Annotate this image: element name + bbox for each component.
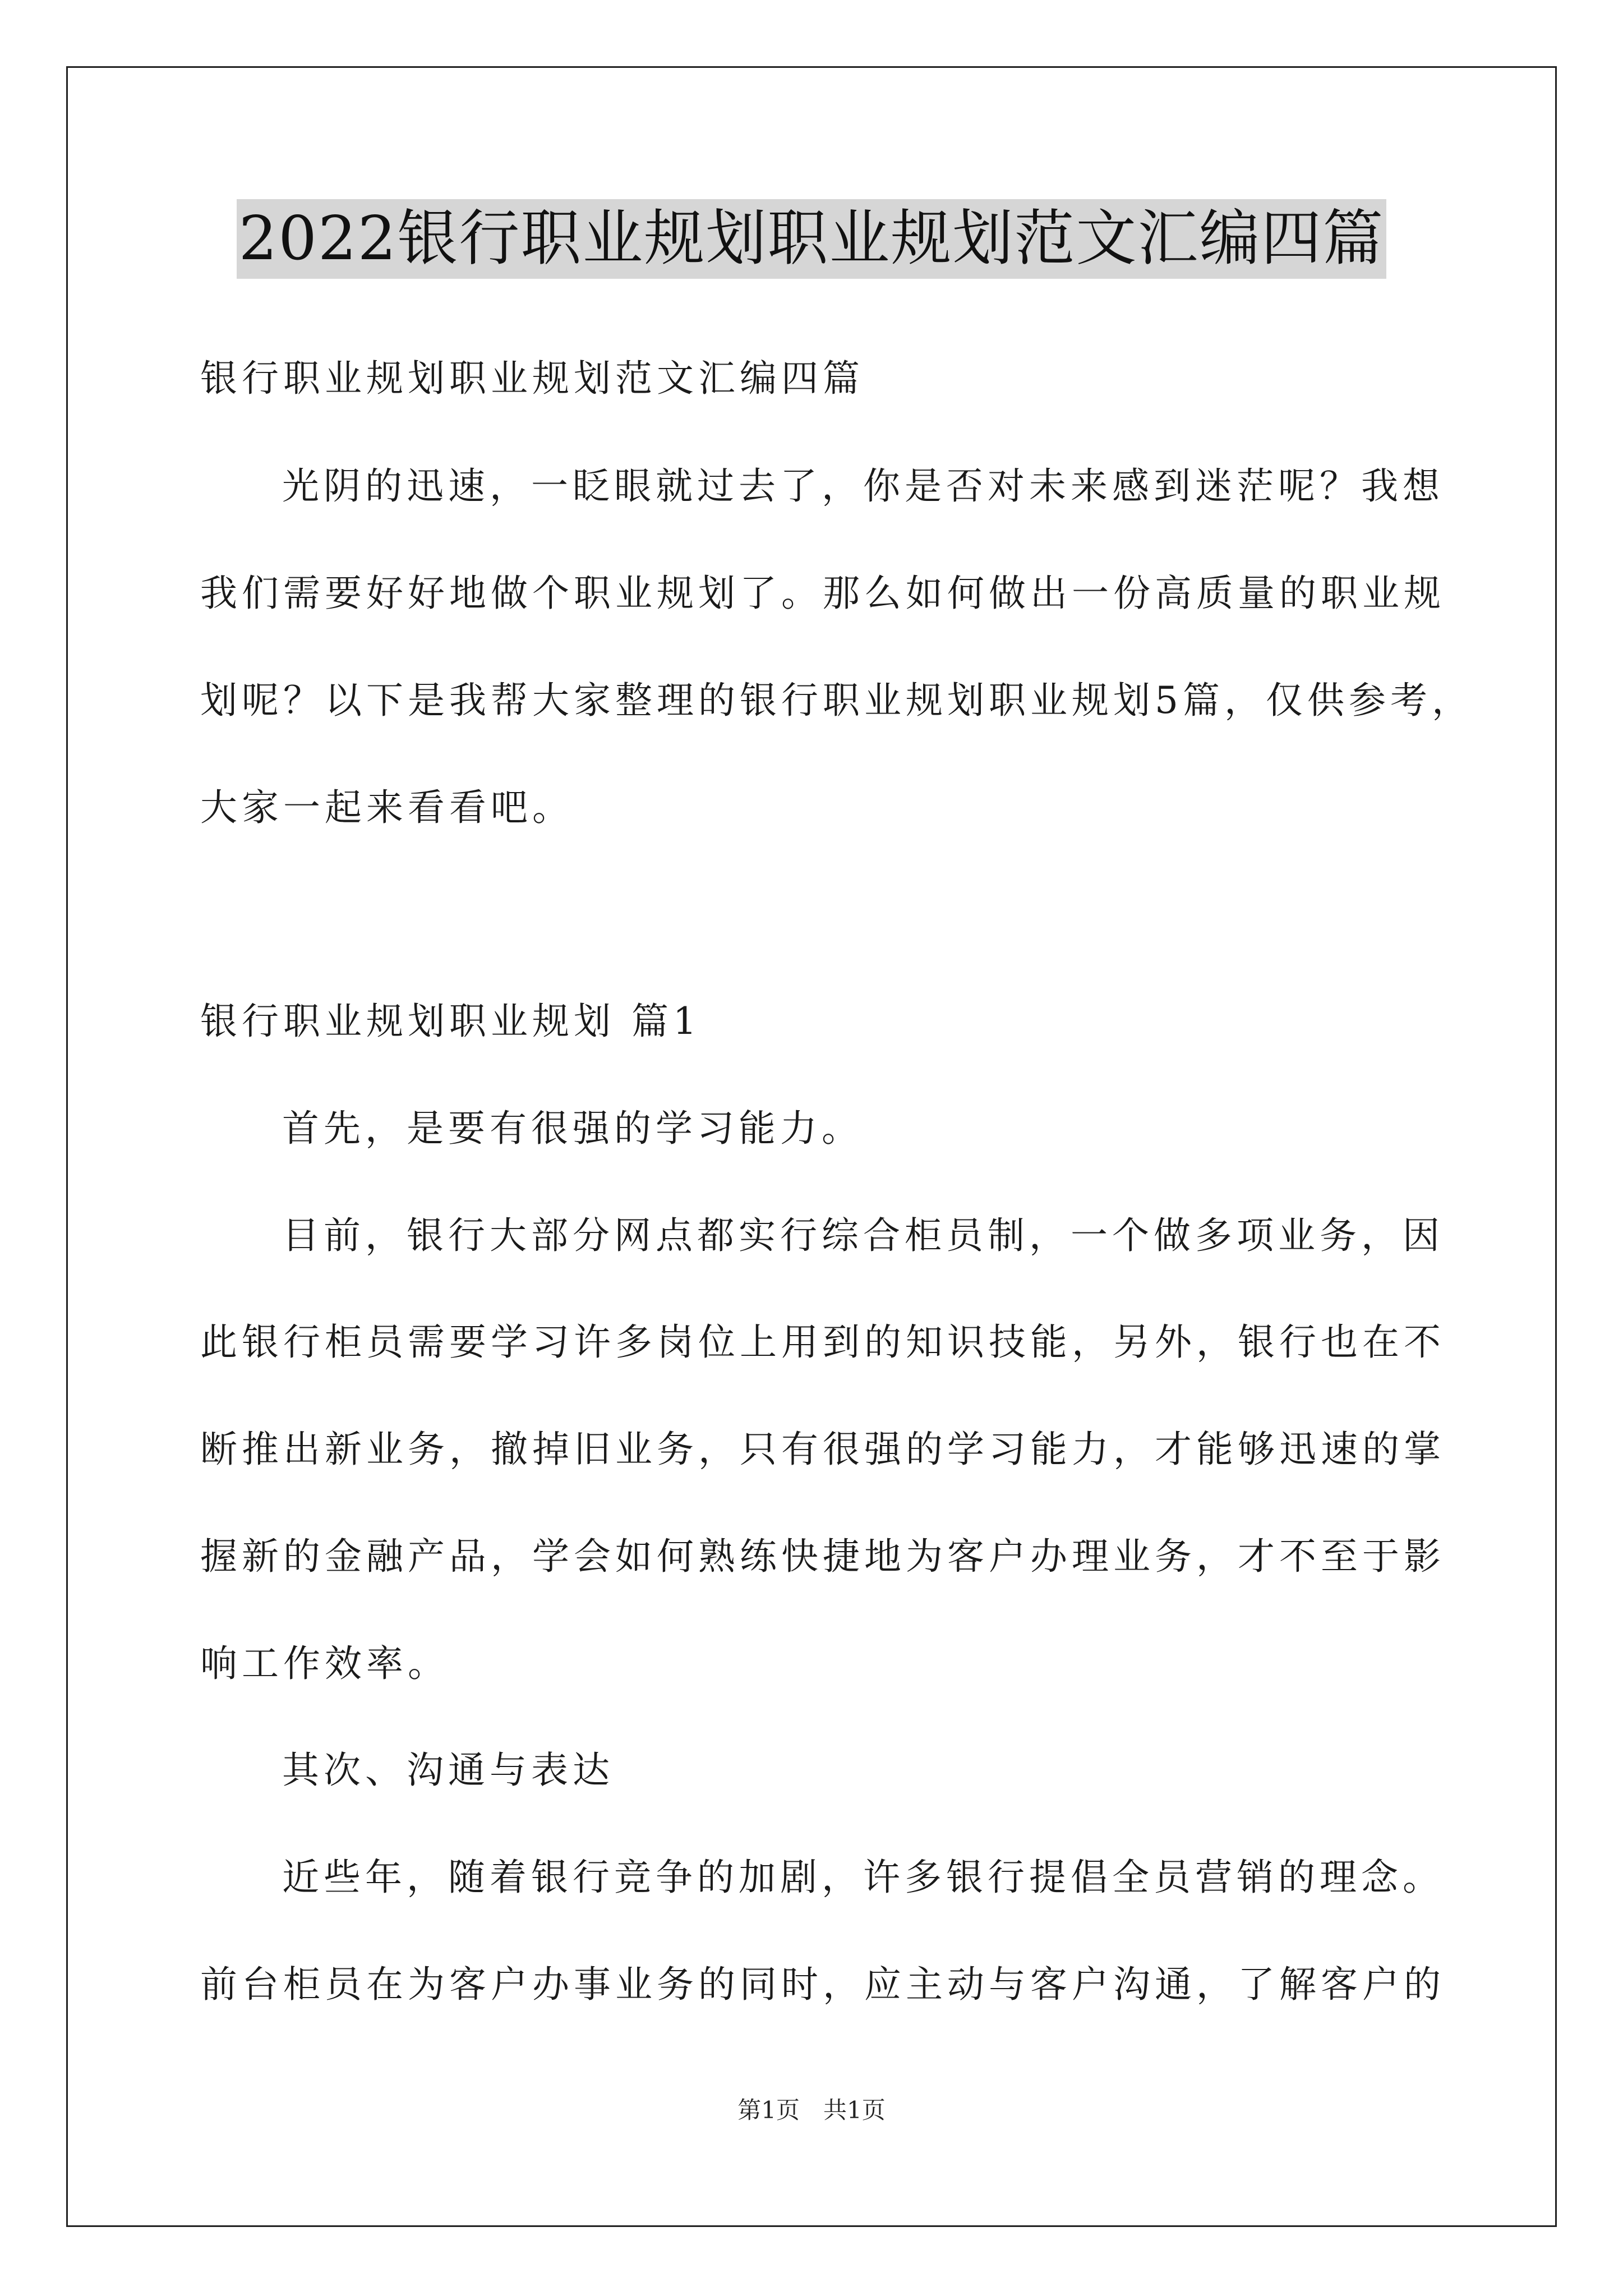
point1-heading: 首先，是要有很强的学习能力。: [282, 1107, 863, 1150]
intro-line-3: 划呢？以下是我帮大家整理的银行职业规划职业规划5篇，仅供参考，: [200, 679, 1473, 722]
point1-line-4: 握新的金融产品，学会如何熟练快捷地为客户办理业务，才不至于影: [200, 1535, 1445, 1578]
intro-line-1: 光阴的迅速，一眨眼就过去了，你是否对未来感到迷茫呢？我想: [282, 464, 1444, 508]
document-subtitle: 银行职业规划职业规划范文汇编四篇: [200, 357, 864, 400]
title-container: [0, 199, 1623, 279]
page-footer: 第1页 共1页: [737, 2096, 886, 2124]
section-heading: 银行职业规划职业规划 篇1: [200, 1000, 701, 1043]
document-title: 2022银行职业规划职业规划范文汇编四篇: [237, 199, 1387, 279]
intro-line-4: 大家一起来看看吧。: [200, 786, 574, 829]
point1-line-1: 目前，银行大部分网点都实行综合柜员制，一个做多项业务，因: [282, 1214, 1444, 1257]
point2-line-1: 近些年，随着银行竞争的加剧，许多银行提倡全员营销的理念。: [282, 1856, 1444, 1899]
point1-line-5: 响工作效率。: [200, 1642, 449, 1685]
point2-heading: 其次、沟通与表达: [282, 1749, 614, 1792]
intro-line-2: 我们需要好好地做个职业规划了。那么如何做出一份高质量的职业规: [200, 572, 1445, 615]
point1-line-2: 此银行柜员需要学习许多岗位上用到的知识技能，另外，银行也在不: [200, 1320, 1445, 1364]
point1-line-3: 断推出新业务，撤掉旧业务，只有很强的学习能力，才能够迅速的掌: [200, 1428, 1445, 1471]
point2-line-2: 前台柜员在为客户办事业务的同时，应主动与客户沟通，了解客户的: [200, 1963, 1445, 2006]
